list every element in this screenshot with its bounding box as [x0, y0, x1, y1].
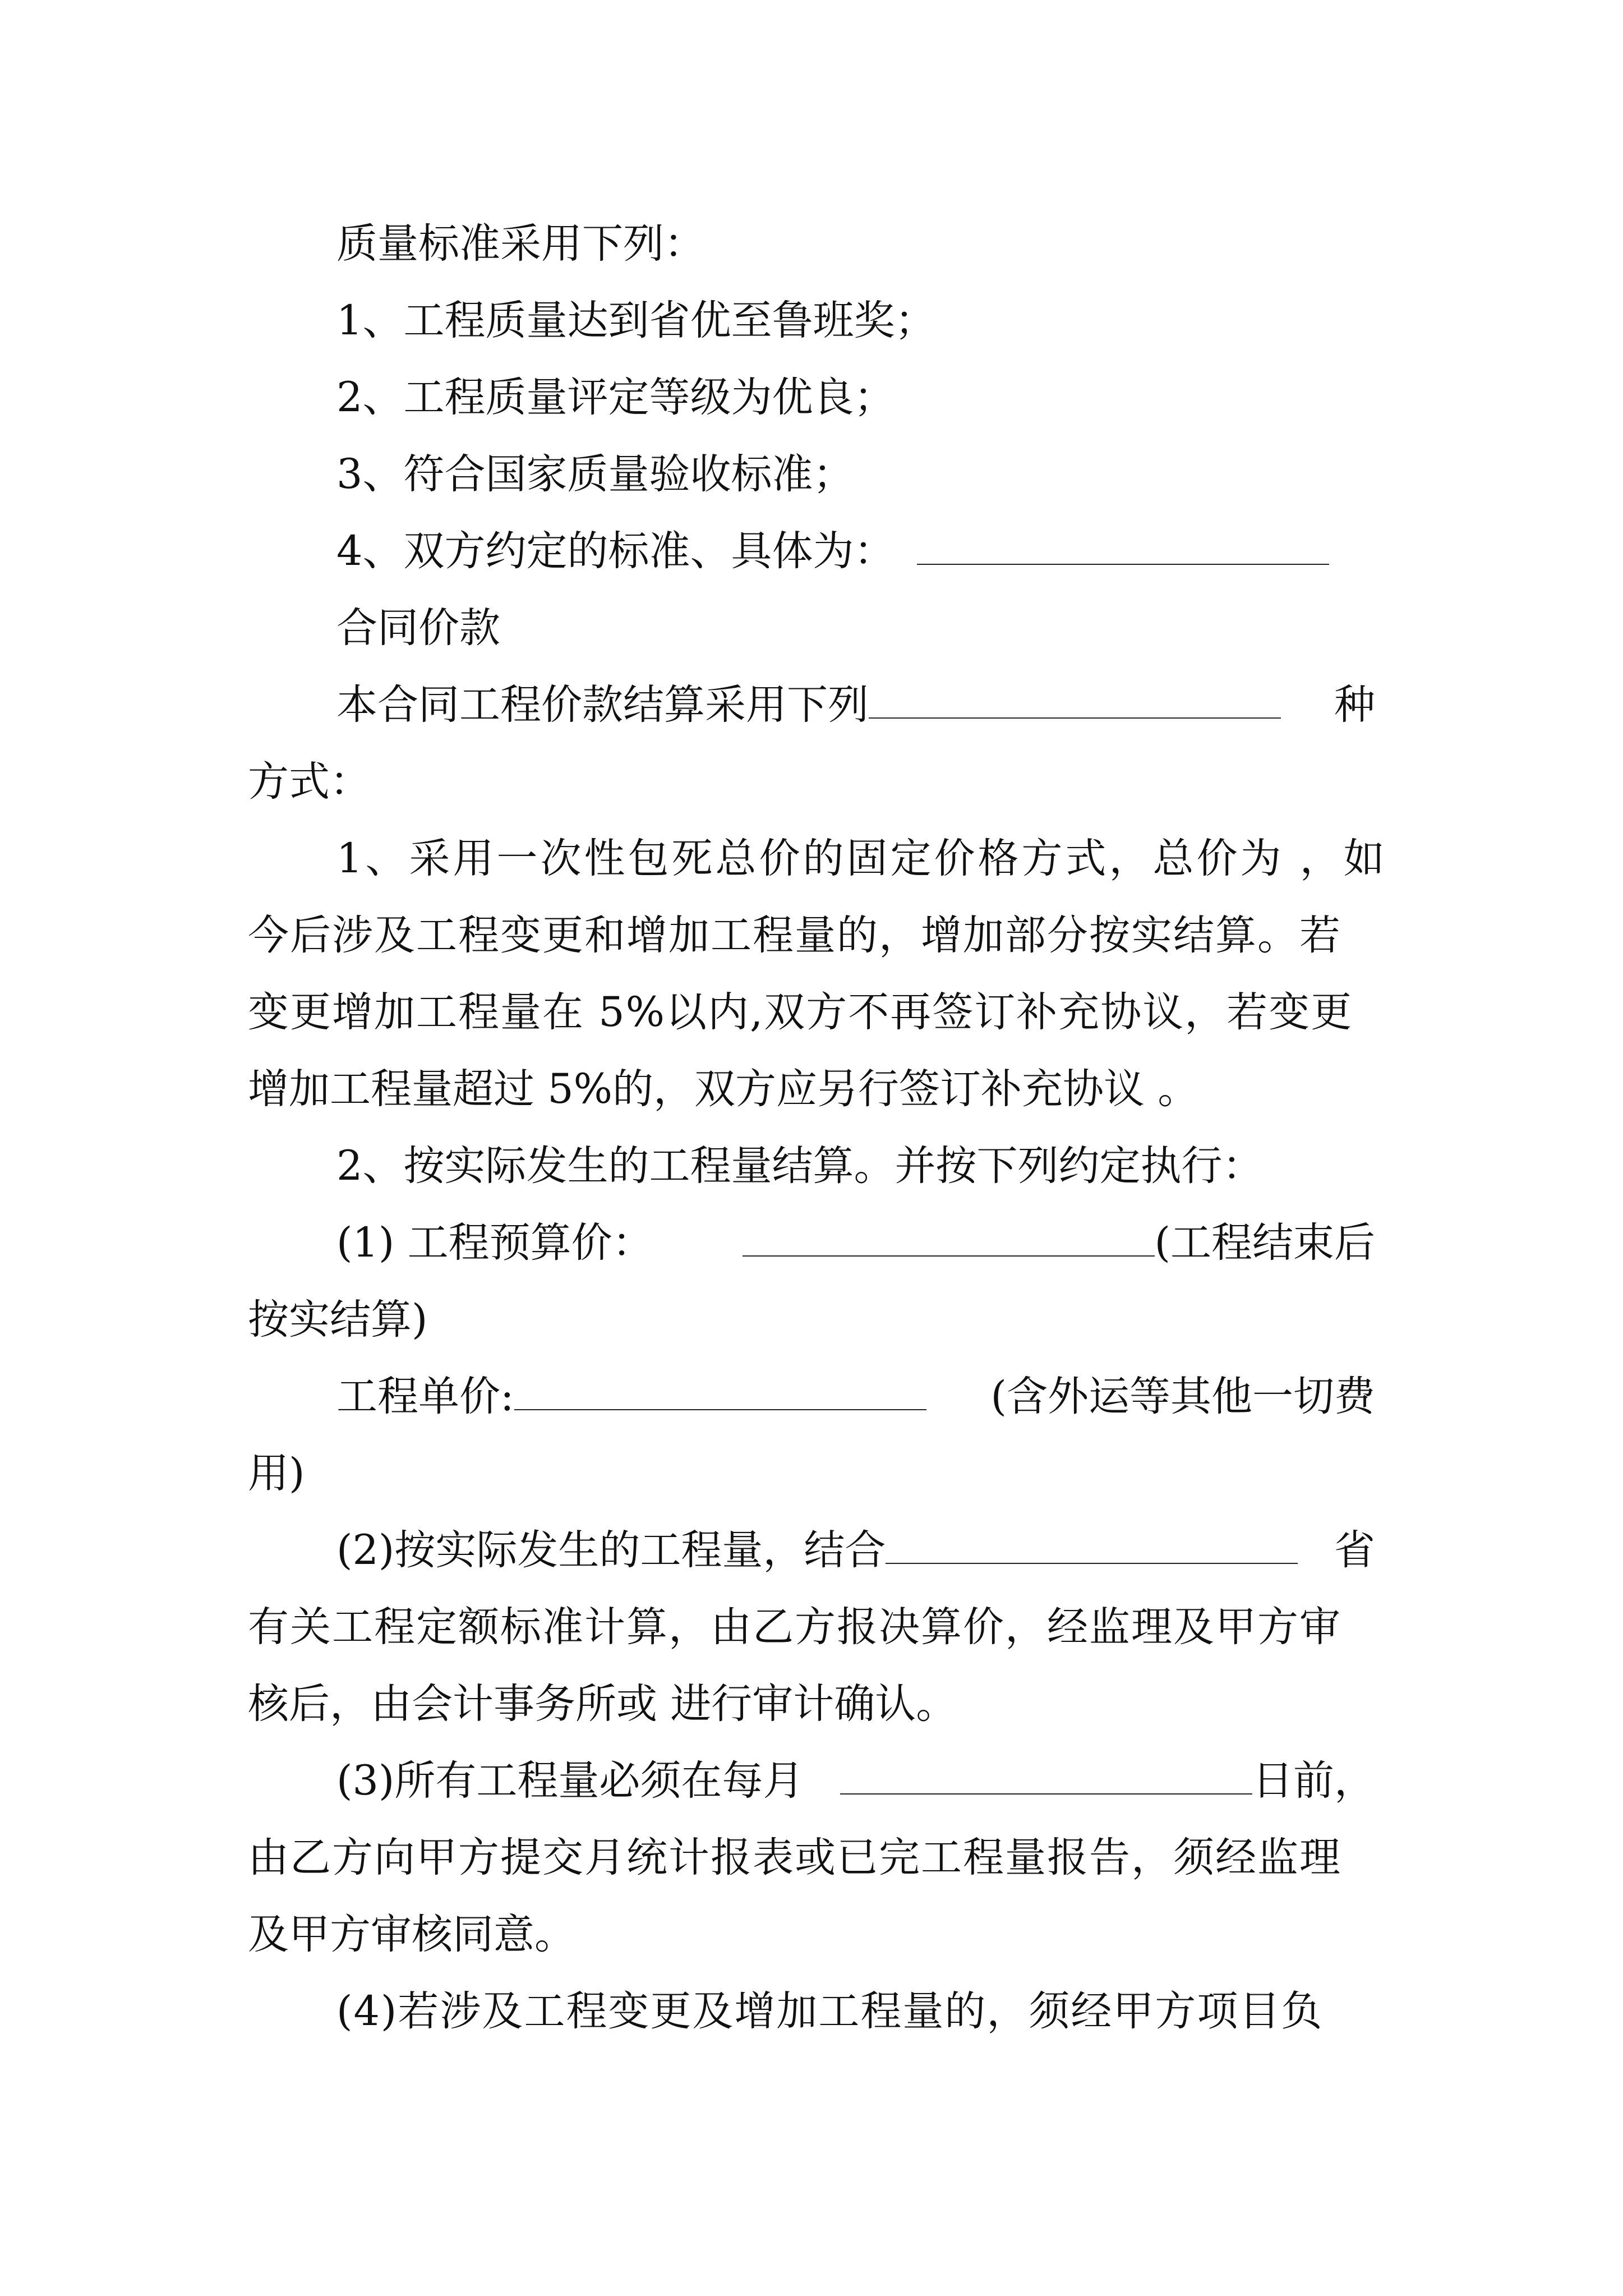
item-3-label: (3)所有工程量必须在每月 — [336, 1757, 804, 1805]
settlement-method-line — [336, 677, 1375, 733]
settlement-method-blank[interactable] — [869, 682, 1281, 719]
quality-item-4-label: 4、双方约定的标准、具体为： — [336, 527, 895, 575]
budget-price-cont: 按实结算) — [248, 1296, 428, 1343]
unit-price-label: 工程单价: — [336, 1373, 514, 1420]
settlement-method-cont: 方式： — [248, 758, 371, 806]
quality-item-2: 2、工程质量评定等级为优良； — [336, 374, 895, 421]
item-3-cont-2: 及甲方审核同意。 — [248, 1911, 575, 1958]
settlement-method-label: 本合同工程价款结算采用下列 — [336, 681, 869, 729]
budget-price-label: (1) 工程预算价： — [336, 1219, 653, 1267]
quality-standard-heading: 质量标准采用下列： — [336, 220, 705, 268]
item-2-blank[interactable] — [886, 1527, 1298, 1564]
item-3-line — [336, 1753, 1375, 1809]
method-1-line-3: 变更增加工程量在 5%以内,双方不再签订补充协议，若变更 — [248, 988, 1353, 1036]
settlement-method-suffix: 种 — [1334, 681, 1375, 729]
quality-item-4-blank[interactable] — [917, 528, 1329, 565]
item-2-line — [336, 1522, 1375, 1579]
item-2-cont-2: 核后，由会计事务所或 进行审计确认。 — [248, 1680, 957, 1728]
item-3-cont-1: 由乙方向甲方提交月统计报表或已完工程量报告，须经监理 — [248, 1834, 1341, 1881]
unit-price-line — [336, 1369, 1375, 1425]
item-3-suffix: 日前， — [1252, 1757, 1375, 1805]
quality-item-4 — [336, 523, 1329, 579]
budget-price-blank[interactable] — [743, 1220, 1155, 1257]
unit-price-cont: 用) — [248, 1450, 305, 1497]
unit-price-suffix: (含外运等其他一切费 — [990, 1373, 1375, 1420]
quality-item-3: 3、符合国家质量验收标准； — [336, 450, 854, 498]
item-2-cont-1: 有关工程定额标准计算，由乙方报决算价，经监理及甲方审 — [248, 1603, 1341, 1651]
method-1-line-4: 增加工程量超过 5%的，双方应另行签订补充协议 。 — [248, 1065, 1199, 1113]
budget-price-line — [336, 1215, 1375, 1271]
contract-price-heading: 合同价款 — [336, 604, 500, 652]
item-2-suffix: 省 — [1334, 1526, 1375, 1574]
item-2-label: (2)按实际发生的工程量，结合 — [336, 1526, 886, 1574]
method-1-line-2: 今后涉及工程变更和增加工程量的，增加部分按实结算。若 — [248, 912, 1341, 959]
budget-price-suffix: (工程结束后 — [1154, 1219, 1375, 1267]
method-1-line-1: 1、采用一次性包死总价的固定价格方式，总价为 ，如 — [336, 835, 1387, 882]
item-3-blank[interactable] — [840, 1757, 1252, 1795]
unit-price-blank[interactable] — [514, 1373, 926, 1410]
quality-item-1: 1、工程质量达到省优至鲁班奖； — [336, 297, 936, 344]
item-4-line: (4)若涉及工程变更及增加工程量的，须经甲方项目负 — [336, 1987, 1324, 2035]
method-2-heading: 2、按实际发生的工程量结算。并按下列约定执行： — [336, 1142, 1264, 1190]
